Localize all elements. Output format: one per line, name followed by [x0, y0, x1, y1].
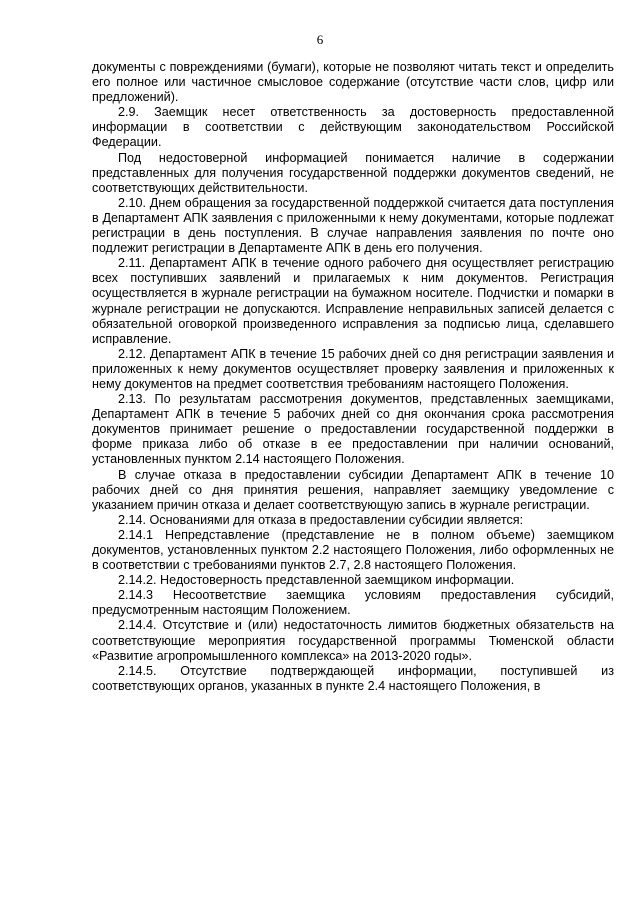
paragraph: В случае отказа в предоставлении субсидии Департамент АПК в течение 10 рабочих дней со дня принятия решения, направляет заемщику уведомление с указанием причин отказа и делает соответствующую запись в журнале регистрации. [92, 467, 614, 512]
paragraph: 2.10. Днем обращения за государственной поддержкой считается дата поступления в Департамент АПК заявления с приложенными к нему документами, которые подлежат регистрации в день поступления. В случае направления заявления по почте оно подлежит регистрации в Департаменте АПК в день его получения. [92, 195, 614, 256]
paragraph: 2.14.1 Непредставление (представление не в полном объеме) заемщиком документов, установленных пунктом 2.2 настоящего Положения, либо оформленных не в соответствии с требованиями пунктов 2.7, 2.8 настоящего Положения. [92, 527, 614, 573]
page-number: 6 [316, 32, 324, 47]
paragraph: 2.12. Департамент АПК в течение 15 рабочих дней со дня регистрации заявления и приложенных к нему документов осуществляет проверку заявления и приложенных к нему документов на предмет соответствия требованиям настоящего Положения. [92, 346, 614, 391]
paragraph: документы с повреждениями (бумаги), которые не позволяют читать текст и определить его полное или частичное смысловое содержание (отсутствие части слов, цифр или предложений). [92, 60, 614, 105]
paragraph: 2.14. Основаниями для отказа в предоставлении субсидии является: [118, 512, 524, 527]
paragraph: 2.14.2. Недостоверность представленной заемщиком информации. [118, 573, 515, 588]
paragraph: 2.14.4. Отсутствие и (или) недостаточность лимитов бюджетных обязательств на соответствующие мероприятия государственной программы Тюменской области «Развитие агропромышленного комплекса» на 2013-2020 годы». [92, 618, 614, 663]
document-body [92, 60, 614, 694]
paragraph: Под недостоверной информацией понимается наличие в содержании представленных для получения государственной поддержки документов сведений, не соответствующих действительности. [92, 150, 614, 195]
paragraph: 2.13. По результатам рассмотрения документов, представленных заемщиками, Департамент АПК в течение 5 рабочих дней со дня окончания срока рассмотрения документов принимает решение о предоставлении государственной поддержки в форме приказа либо об отказе в ее предоставлении при наличии оснований, установленных пунктом 2.14 настоящего Положения. [92, 392, 614, 467]
paragraph: 2.9. Заемщик несет ответственность за достоверность предоставленной информации в соответствии с действующим законодательством Российской Федерации. [92, 105, 614, 150]
paragraph: 2.14.5. Отсутствие подтверждающей информации, поступившей из соответствующих органов, указанных в пункте 2.4 настоящего Положения, в [92, 663, 614, 693]
paragraph: 2.14.3 Несоответствие заемщика условиям предоставления субсидий, предусмотренным настоящим Положением. [92, 588, 614, 618]
paragraph: 2.11. Департамент АПК в течение одного рабочего дня осуществляет регистрацию всех поступивших заявлений и прилагаемых к ним документов. Регистрация осуществляется в журнале регистрации на бумажном носителе. Подчистки и помарки в журнале регистрации не допускаются. Исправление неправильных записей делается с обязательной оговоркой произведенного исправления за подписью лица, сделавшего исправление. [92, 256, 614, 346]
